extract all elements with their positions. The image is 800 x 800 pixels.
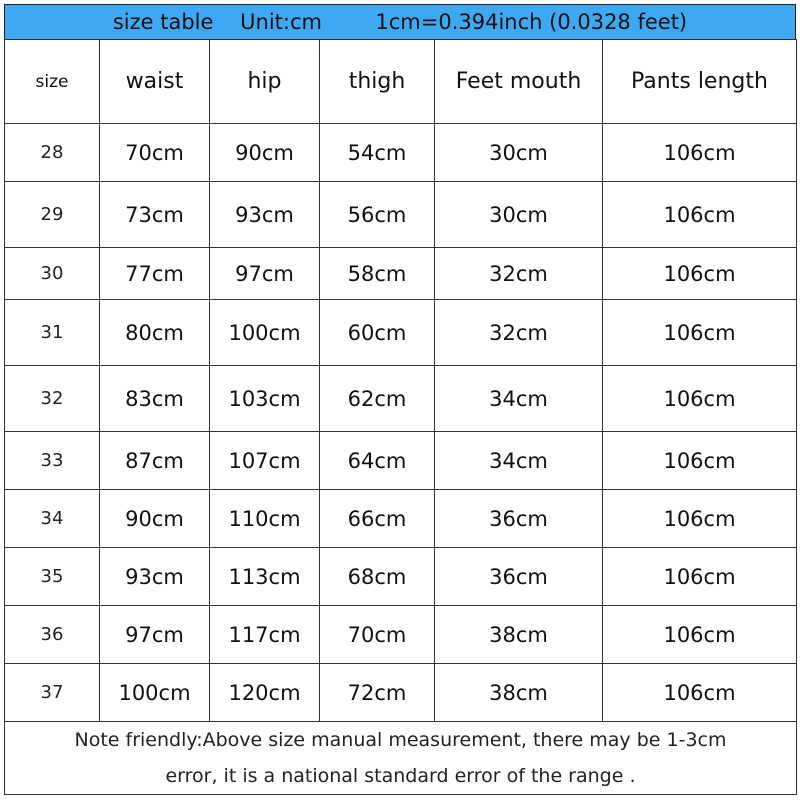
header-row [5, 40, 797, 124]
thigh-cell: 72cm [320, 664, 435, 722]
pants-length-cell: 106cm [603, 606, 797, 664]
thigh-cell: 54cm [320, 124, 435, 182]
thigh-cell: 62cm [320, 366, 435, 432]
note-line-2: error, it is a national standard error of the range . [165, 765, 636, 787]
waist-cell: 73cm [100, 182, 210, 248]
table-row [5, 606, 797, 664]
header-feet-mouth: Feet mouth [435, 40, 603, 124]
hip-cell: 110cm [210, 490, 320, 548]
thigh-cell: 56cm [320, 182, 435, 248]
size-cell: 35 [5, 548, 100, 606]
thigh-cell: 70cm [320, 606, 435, 664]
table-row [5, 664, 797, 722]
table-row [5, 248, 797, 300]
hip-cell: 107cm [210, 432, 320, 490]
table-row [5, 300, 797, 366]
header-hip: hip [210, 40, 320, 124]
thigh-cell: 58cm [320, 248, 435, 300]
pants-length-cell: 106cm [603, 300, 797, 366]
hip-cell: 97cm [210, 248, 320, 300]
header-size: size [5, 40, 100, 124]
waist-cell: 93cm [100, 548, 210, 606]
hip-cell: 117cm [210, 606, 320, 664]
hip-cell: 93cm [210, 182, 320, 248]
header-thigh: thigh [320, 40, 435, 124]
header-pants-length: Pants length [603, 40, 797, 124]
thigh-cell: 68cm [320, 548, 435, 606]
header-waist: waist [100, 40, 210, 124]
pants-length-cell: 106cm [603, 664, 797, 722]
table-row [5, 548, 797, 606]
waist-cell: 90cm [100, 490, 210, 548]
note-row [5, 722, 797, 795]
table-row [5, 182, 797, 248]
note-text [5, 722, 797, 795]
hip-cell: 100cm [210, 300, 320, 366]
pants-length-cell: 106cm [603, 548, 797, 606]
waist-cell: 87cm [100, 432, 210, 490]
feet-mouth-cell: 32cm [435, 300, 603, 366]
table-row [5, 124, 797, 182]
thigh-cell: 66cm [320, 490, 435, 548]
waist-cell: 83cm [100, 366, 210, 432]
feet-mouth-cell: 38cm [435, 664, 603, 722]
hip-cell: 90cm [210, 124, 320, 182]
waist-cell: 80cm [100, 300, 210, 366]
table-row [5, 366, 797, 432]
size-table [4, 39, 797, 795]
feet-mouth-cell: 36cm [435, 490, 603, 548]
size-cell: 33 [5, 432, 100, 490]
table-row [5, 490, 797, 548]
size-cell: 34 [5, 490, 100, 548]
size-cell: 28 [5, 124, 100, 182]
size-cell: 29 [5, 182, 100, 248]
table-row [5, 432, 797, 490]
feet-mouth-cell: 30cm [435, 124, 603, 182]
feet-mouth-cell: 34cm [435, 366, 603, 432]
size-cell: 30 [5, 248, 100, 300]
thigh-cell: 60cm [320, 300, 435, 366]
pants-length-cell: 106cm [603, 124, 797, 182]
size-cell: 32 [5, 366, 100, 432]
pants-length-cell: 106cm [603, 490, 797, 548]
waist-cell: 70cm [100, 124, 210, 182]
waist-cell: 100cm [100, 664, 210, 722]
waist-cell: 97cm [100, 606, 210, 664]
hip-cell: 120cm [210, 664, 320, 722]
feet-mouth-cell: 32cm [435, 248, 603, 300]
feet-mouth-cell: 34cm [435, 432, 603, 490]
size-cell: 36 [5, 606, 100, 664]
pants-length-cell: 106cm [603, 432, 797, 490]
size-cell: 31 [5, 300, 100, 366]
size-table-title-bar: size table Unit:cm 1cm=0.394inch (0.0328 feet) [4, 4, 796, 40]
hip-cell: 113cm [210, 548, 320, 606]
pants-length-cell: 106cm [603, 182, 797, 248]
pants-length-cell: 106cm [603, 248, 797, 300]
pants-length-cell: 106cm [603, 366, 797, 432]
size-cell: 37 [5, 664, 100, 722]
hip-cell: 103cm [210, 366, 320, 432]
note-line-1: Note friendly:Above size manual measurement, there may be 1-3cm [74, 729, 727, 751]
waist-cell: 77cm [100, 248, 210, 300]
feet-mouth-cell: 38cm [435, 606, 603, 664]
feet-mouth-cell: 36cm [435, 548, 603, 606]
feet-mouth-cell: 30cm [435, 182, 603, 248]
thigh-cell: 64cm [320, 432, 435, 490]
